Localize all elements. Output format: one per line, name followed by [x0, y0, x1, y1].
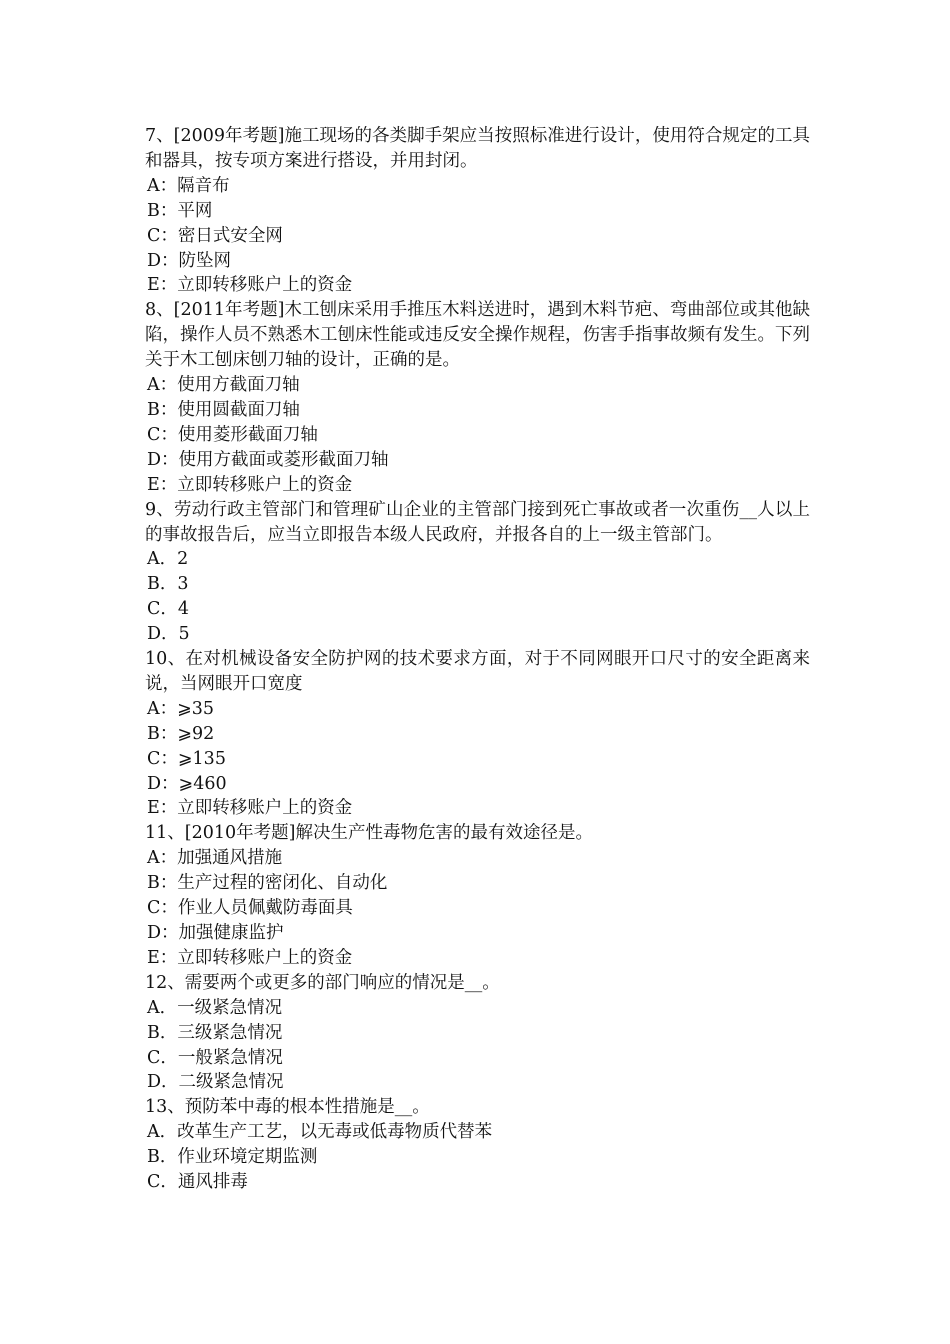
option-a: A．一级紧急情况 — [147, 997, 283, 1018]
option-a: A：加强通风措施 — [147, 848, 283, 869]
option-d: D．二级紧急情况 — [147, 1072, 284, 1093]
option-b: B：平网 — [147, 200, 213, 221]
question-text: 8、[2011年考题]木工刨床采用手推压木料送进时，遇到木料节疤、弯曲部位或其他缺陷，操作人员不熟悉木工刨床性能或违反安全操作规程，伤害手指事故频有发生。下列关于木工刨床刨刀轴的设计，正确的是。 — [145, 300, 810, 371]
question-12 — [145, 971, 810, 1096]
document-page — [145, 124, 810, 1195]
option-d: D：加强健康监护 — [147, 923, 284, 943]
option-a: A．2 — [147, 549, 189, 570]
option-d: D：防坠网 — [147, 250, 232, 271]
option-b: B．三级紧急情况 — [147, 1022, 283, 1043]
question-11 — [145, 821, 810, 970]
question-text: 9、劳动行政主管部门和管理矿山企业的主管部门接到死亡事故或者一次重伤__人以上的事故报告后，应当立即报告本级人民政府，并报各自的上一级主管部门。 — [145, 499, 810, 545]
option-d: D．5 — [147, 624, 190, 645]
question-text: 10、在对机械设备安全防护网的技术要求方面，对于不同网眼开口尺寸的安全距离来说，当网眼开口宽度 — [145, 649, 810, 694]
option-c: C：密日式安全网 — [147, 225, 283, 246]
question-text: 12、需要两个或更多的部门响应的情况是__。 — [145, 972, 500, 993]
question-10 — [145, 647, 810, 821]
option-a: A．改革生产工艺，以无毒或低毒物质代替苯 — [147, 1122, 493, 1143]
option-b: B．3 — [147, 574, 189, 595]
option-c: C：作业人员佩戴防毒面具 — [147, 898, 353, 919]
option-c: C．4 — [147, 599, 190, 620]
option-b: B：使用圆截面刀轴 — [147, 399, 300, 420]
question-text: 11、[2010年考题]解决生产性毒物危害的最有效途径是。 — [145, 823, 593, 844]
question-text: 7、[2009年考题]施工现场的各类脚手架应当按照标准进行设计，使用符合规定的工具和器具，按专项方案进行搭设，并用封闭。 — [145, 126, 810, 171]
question-text: 13、预防苯中毒的根本性措施是__。 — [145, 1097, 430, 1118]
option-b: B：⩾92 — [147, 723, 215, 744]
option-a: A：使用方截面刀轴 — [147, 375, 300, 396]
option-e: E：立即转移账户上的资金 — [147, 798, 353, 819]
question-7 — [145, 124, 810, 298]
option-c: C：⩾135 — [147, 748, 226, 769]
option-b: B．作业环境定期监测 — [147, 1147, 318, 1168]
option-e: E：立即转移账户上的资金 — [147, 275, 353, 296]
question-13 — [145, 1095, 810, 1195]
option-a: A：⩾35 — [147, 698, 215, 719]
option-c: C．通风排毒 — [147, 1172, 248, 1193]
question-9 — [145, 498, 810, 647]
option-c: C：使用菱形截面刀轴 — [147, 424, 318, 445]
option-d: D：⩾460 — [147, 773, 227, 794]
option-a: A：隔音布 — [147, 175, 230, 196]
option-e: E：立即转移账户上的资金 — [147, 474, 353, 495]
question-8 — [145, 298, 810, 497]
option-d: D：使用方截面或菱形截面刀轴 — [147, 449, 389, 470]
option-b: B：生产过程的密闭化、自动化 — [147, 873, 388, 894]
option-e: E：立即转移账户上的资金 — [147, 947, 353, 968]
option-c: C．一般紧急情况 — [147, 1047, 283, 1068]
